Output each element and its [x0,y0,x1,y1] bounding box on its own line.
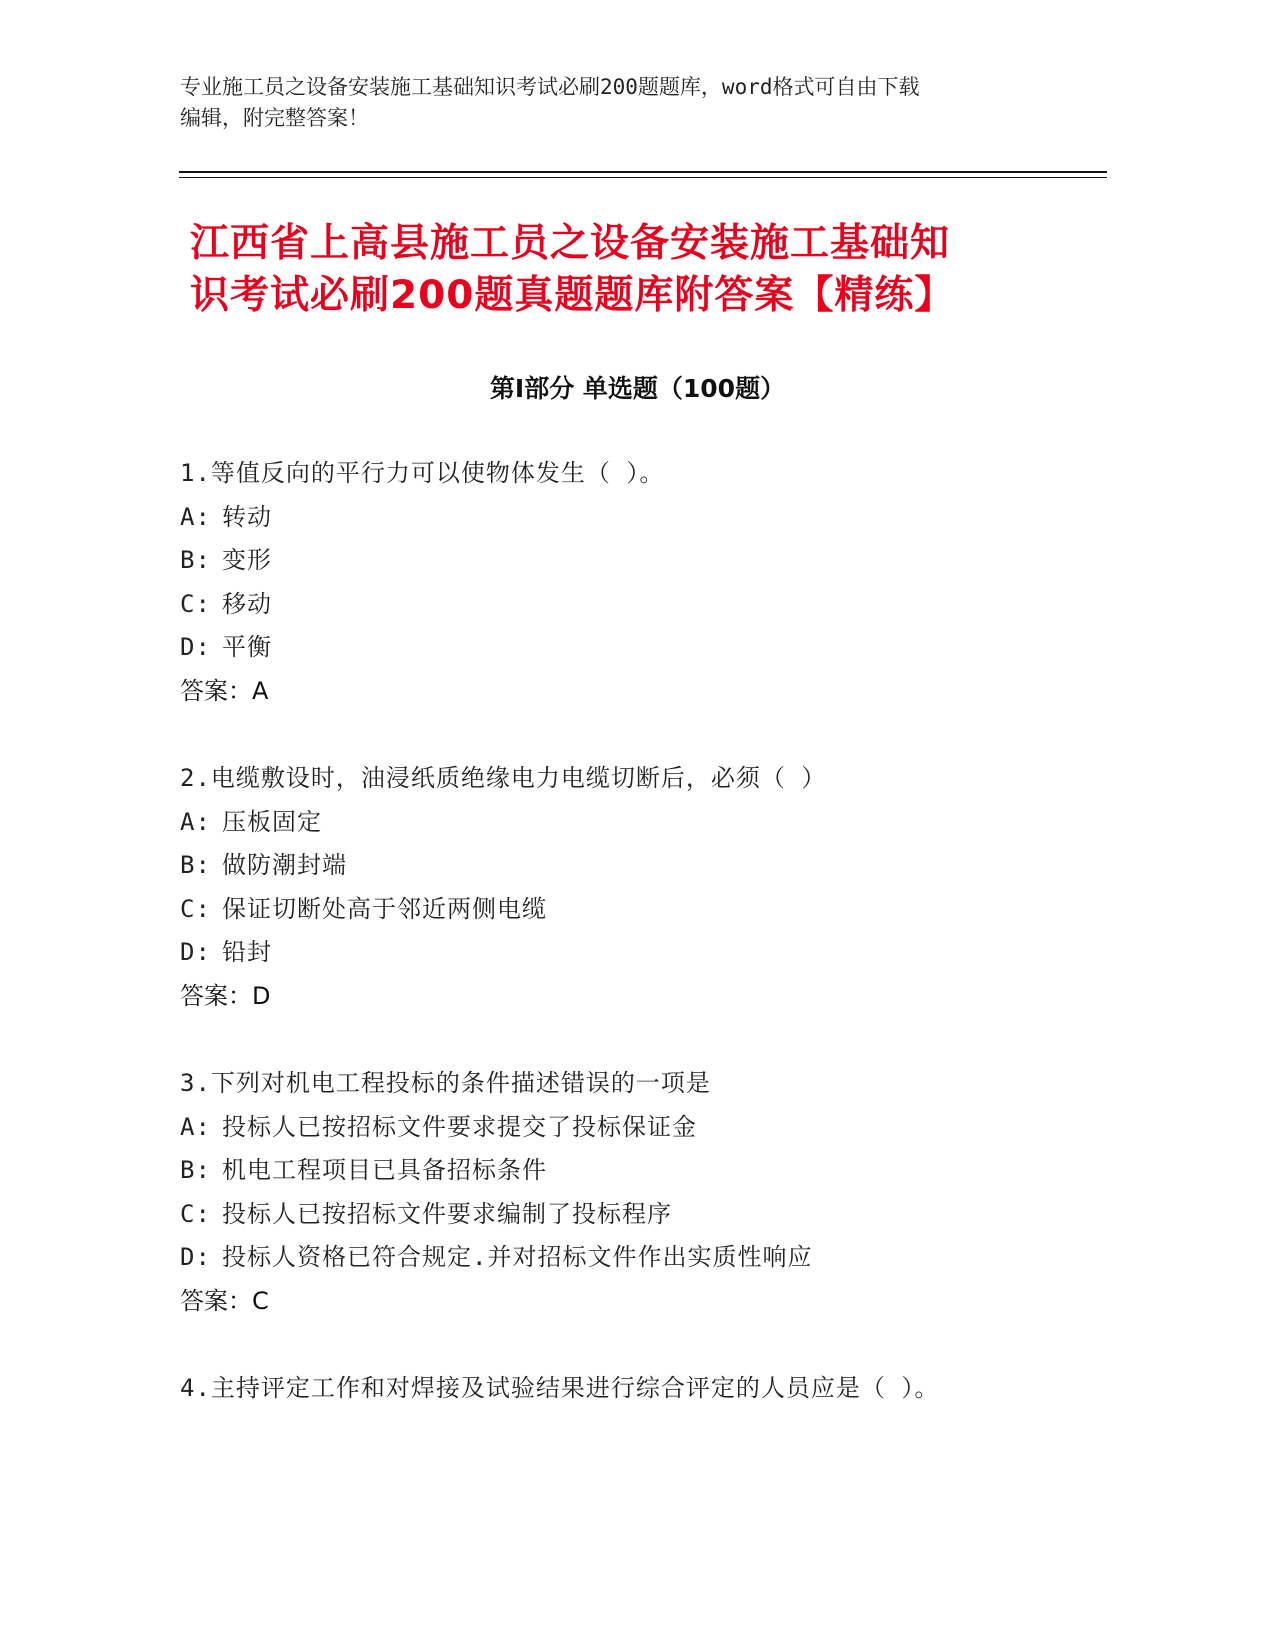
option-letter: A: [180,807,211,836]
option-text: 压板固定 [222,807,322,836]
option-d [180,931,1120,975]
option-b [180,539,1120,583]
question-text: 2.电缆敷设时，油浸纸质绝缘电力电缆切断后，必须（ ） [180,764,827,792]
document-title-line-2: 识考试必刷200题真题题库附答案【精练】 [190,273,955,318]
option-text: 投标人已按招标文件要求编制了投标程序 [222,1199,672,1228]
option-letter: D: [180,938,211,966]
option-letter: C: [180,589,211,618]
answer-line [180,975,1120,1019]
header-note-line-1: 专业施工员之设备安装施工基础知识考试必刷200题题库，word格式可自由下载 [180,75,920,99]
question-4 [180,1367,1120,1411]
option-letter: D: [180,633,211,661]
option-letter: A: [180,502,211,531]
header-note-line-2: 编辑，附完整答案！ [180,106,369,130]
header-divider-thick [179,171,1107,173]
option-a [180,801,1120,845]
option-text: 做防潮封端 [222,851,347,879]
answer-label: 答案： [180,1286,252,1315]
option-c [180,1193,1120,1237]
header-note [180,72,1040,134]
answer-value: C [252,1286,269,1315]
option-letter: B: [180,851,211,879]
option-text: 铅封 [222,938,272,966]
question-3 [180,1062,1120,1323]
option-text: 投标人资格已符合规定.并对招标文件作出实质性响应 [222,1243,813,1271]
option-letter: D: [180,1243,211,1271]
question-text: 1.等值反向的平行力可以使物体发生（ ）。 [180,459,665,487]
option-letter: A: [180,1112,211,1141]
option-a [180,496,1120,540]
option-text: 移动 [222,589,272,618]
option-text: 平衡 [222,633,272,661]
option-text: 投标人已按招标文件要求提交了投标保证金 [222,1112,697,1141]
section-title: 第Ⅰ部分 单选题（100题） [489,374,786,403]
answer-value: D [252,981,271,1010]
option-text: 机电工程项目已具备招标条件 [222,1156,547,1184]
answer-line [180,670,1120,714]
option-c [180,583,1120,627]
option-letter: C: [180,894,211,923]
document-title-line-1: 江西省上高县施工员之设备安装施工基础知 [190,221,951,266]
option-text: 保证切断处高于邻近两侧电缆 [222,894,547,923]
question-2 [180,757,1120,1018]
question-text: 4.主持评定工作和对焊接及试验结果进行综合评定的人员应是（ ）。 [180,1374,940,1402]
option-b [180,844,1120,888]
question-text: 3.下列对机电工程投标的条件描述错误的一项是 [180,1069,711,1097]
option-b [180,1149,1120,1193]
option-a [180,1106,1120,1150]
answer-value: A [252,676,269,705]
option-text: 转动 [222,502,272,531]
answer-label: 答案： [180,981,252,1010]
option-letter: B: [180,1156,211,1184]
option-d [180,626,1120,670]
answer-line [180,1280,1120,1324]
option-text: 变形 [222,546,272,574]
question-1 [180,452,1120,713]
option-letter: B: [180,546,211,574]
option-c [180,888,1120,932]
header-divider-thin [179,177,1107,178]
question-list [180,452,1120,1455]
option-d [180,1236,1120,1280]
answer-label: 答案： [180,676,252,705]
option-letter: C: [180,1199,211,1228]
document-title [190,218,1090,322]
